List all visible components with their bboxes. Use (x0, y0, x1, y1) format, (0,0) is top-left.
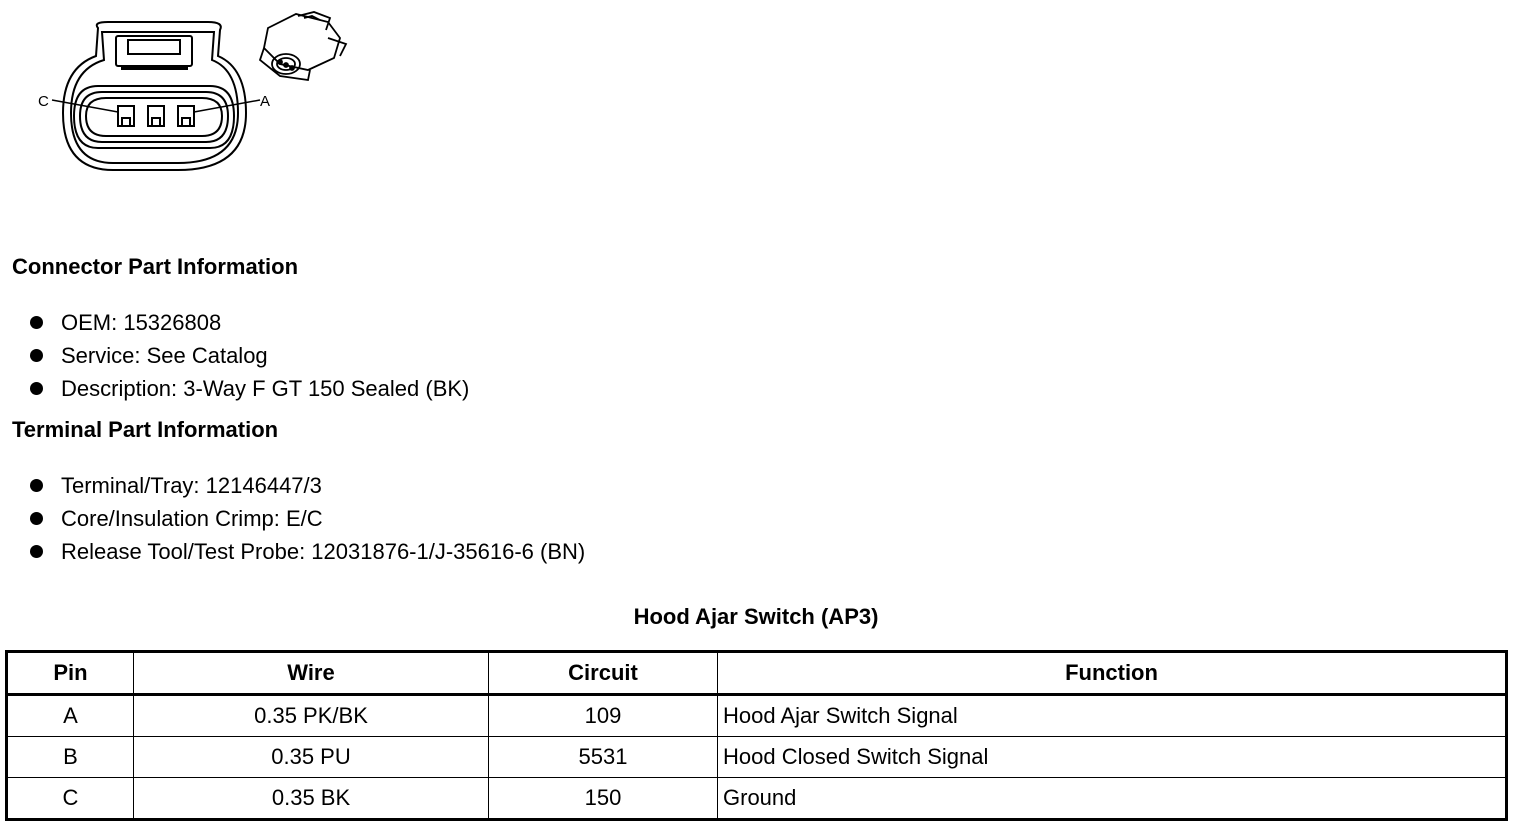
cell-pin: A (7, 695, 134, 737)
connector-3d-view (260, 12, 346, 80)
connector-part-information-heading: Connector Part Information (12, 254, 299, 279)
terminal-cavity-b (148, 106, 164, 126)
table-row (7, 778, 1507, 820)
cell-circuit: 5531 (489, 737, 718, 778)
bullet-icon (30, 479, 43, 492)
bullet-icon (30, 349, 43, 362)
table-row (7, 737, 1507, 778)
cell-function: Hood Ajar Switch Signal (718, 695, 1507, 737)
bullet-icon (30, 512, 43, 525)
list-item: Service: See Catalog (28, 339, 469, 372)
column-header-circuit: Circuit (489, 652, 718, 695)
column-header-wire: Wire (134, 652, 489, 695)
list-item: Terminal/Tray: 12146447/3 (28, 469, 585, 502)
table-header-row (7, 652, 1507, 695)
cell-function: Ground (718, 778, 1507, 820)
cell-wire: 0.35 PK/BK (134, 695, 489, 737)
terminal-part-information-heading: Terminal Part Information (12, 417, 279, 442)
column-header-pin: Pin (7, 652, 134, 695)
cell-wire: 0.35 PU (134, 737, 489, 778)
bullet-icon (30, 316, 43, 329)
pin-label-c: C (38, 93, 49, 110)
list-item: Description: 3-Way F GT 150 Sealed (BK) (28, 372, 469, 405)
list-item: Core/Insulation Crimp: E/C (28, 502, 585, 535)
cell-circuit: 109 (489, 695, 718, 737)
connector-part-list (28, 306, 469, 405)
pin-label-a: A (260, 93, 271, 110)
cell-function: Hood Closed Switch Signal (718, 737, 1507, 778)
table-title: Hood Ajar Switch (AP3) (633, 604, 879, 629)
cell-pin: C (7, 778, 134, 820)
pin-c-leader-line (52, 100, 118, 112)
list-item: OEM: 15326808 (28, 306, 469, 339)
bullet-icon (30, 382, 43, 395)
table-row (7, 695, 1507, 737)
cell-wire: 0.35 BK (134, 778, 489, 820)
terminal-cavity-a (178, 106, 194, 126)
list-item: Release Tool/Test Probe: 12031876-1/J-35616-6 (BN) (28, 535, 585, 568)
connector-illustration (28, 8, 368, 188)
pin-table (5, 650, 1508, 821)
terminal-cavity-c (118, 106, 134, 126)
column-header-function: Function (718, 652, 1507, 695)
cell-pin: B (7, 737, 134, 778)
cell-circuit: 150 (489, 778, 718, 820)
bullet-icon (30, 545, 43, 558)
terminal-part-list (28, 469, 585, 568)
